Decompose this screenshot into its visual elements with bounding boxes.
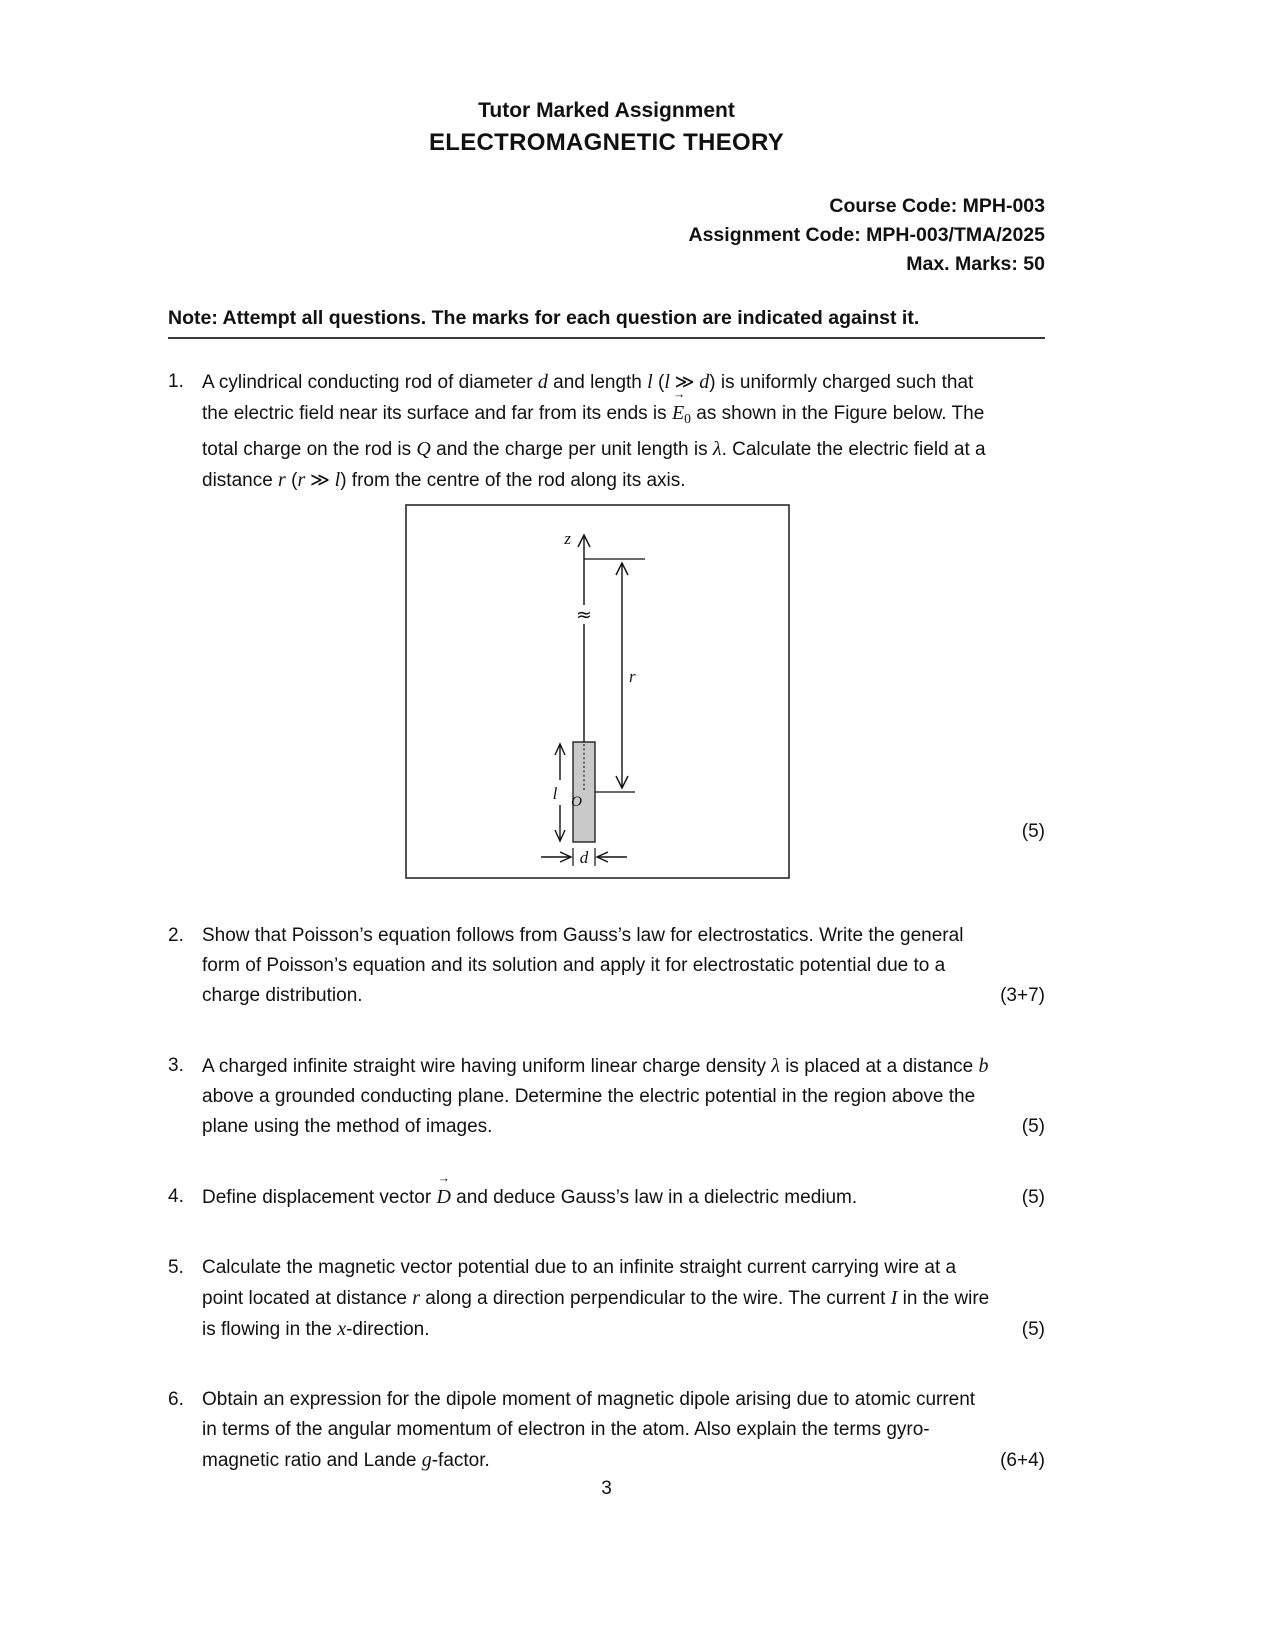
question-2-text: Show that Poisson’s equation follows from Gauss’s law for electrostatics. Write the general form of Poisson’s equation and its solution and apply it for electrostatic potential due to a charge distribution. — [202, 924, 964, 1006]
question-3-text: A charged infinite straight wire having uniform linear charge density λ is placed at a distance b above a grounded conducting plane. Determine the electric potential in the region above the plane using the method of images. — [202, 1054, 989, 1137]
assignment-meta — [168, 192, 1045, 279]
figure-row — [202, 504, 992, 879]
question-4-marks: (5) — [1021, 1186, 1045, 1208]
question-5-marks: (5) — [1021, 1318, 1045, 1340]
r-label: r — [628, 666, 636, 686]
question-list — [168, 367, 1045, 1476]
question-2-number: 2. — [168, 924, 184, 946]
assignment-title: Tutor Marked Assignment — [478, 99, 735, 122]
course-code: Course Code: MPH-003 — [829, 195, 1045, 217]
question-1-body — [202, 367, 992, 881]
question-3-body — [202, 1051, 992, 1142]
course-title: ELECTROMAGNETIC THEORY — [428, 129, 785, 156]
question-2 — [168, 921, 1045, 1011]
origin-label: O — [570, 793, 582, 810]
l-label: l — [552, 783, 557, 803]
question-3 — [168, 1051, 1045, 1142]
figure-border — [406, 505, 789, 878]
question-2-body — [202, 921, 992, 1011]
page-number: 3 — [601, 1478, 612, 1499]
axis-break-symbol: ≈ — [575, 603, 592, 626]
question-2-marks: (3+7) — [1000, 984, 1045, 1006]
max-marks: Max. Marks: 50 — [906, 253, 1045, 275]
note-line: Note: Attempt all questions. The marks for each question are indicated against it. — [168, 307, 1045, 339]
question-5-body — [202, 1253, 992, 1345]
rod-figure — [405, 504, 790, 879]
question-1-number: 1. — [168, 371, 184, 392]
charged-rod — [570, 742, 595, 842]
assignment-code: Assignment Code: MPH-003/TMA/2025 — [688, 224, 1045, 246]
page-content — [168, 98, 1045, 1516]
z-axis-label: z — [563, 528, 571, 548]
question-4-number: 4. — [168, 1185, 184, 1207]
question-5-number: 5. — [168, 1256, 184, 1278]
question-5 — [168, 1253, 1045, 1345]
d-label: d — [579, 847, 588, 867]
question-6-body — [202, 1385, 992, 1476]
question-3-number: 3. — [168, 1054, 184, 1076]
question-6-marks: (6+4) — [1000, 1449, 1045, 1471]
question-1-text: A cylindrical conducting rod of diameter d and length l (l ≫ d) is uniformly charged such that the electric field near its surface and far from its ends is → $E_0$ as shown in the Figure below. The total charge on the rod is Q and the charge per unit length is λ. Calculate the electric field at a distance r (r ≫ l) from the centre of the rod along its axis. — [202, 367, 992, 496]
question-4 — [168, 1182, 1045, 1213]
question-3-marks: (5) — [1021, 1115, 1045, 1137]
question-6-text: Obtain an expression for the dipole moment of magnetic dipole arising due to atomic current in terms of the angular momentum of electron in the atom. Also explain the terms gyro-magnetic ratio and Lande g-factor. — [202, 1388, 976, 1471]
question-6 — [168, 1385, 1045, 1476]
question-1-marks: (5) — [1021, 821, 1045, 842]
question-1 — [168, 367, 1045, 881]
question-5-text: Calculate the magnetic vector potential due to an infinite straight current carrying wire at a point located at distance r along a direction perpendicular to the wire. The current I in the wire is flowing in the x-direction. — [202, 1256, 990, 1340]
question-4-body — [202, 1182, 857, 1213]
question-6-number: 6. — [168, 1388, 184, 1410]
question-4-text: Define displacement vector → D and deduce Gauss’s law in a dielectric medium. — [202, 1182, 857, 1213]
